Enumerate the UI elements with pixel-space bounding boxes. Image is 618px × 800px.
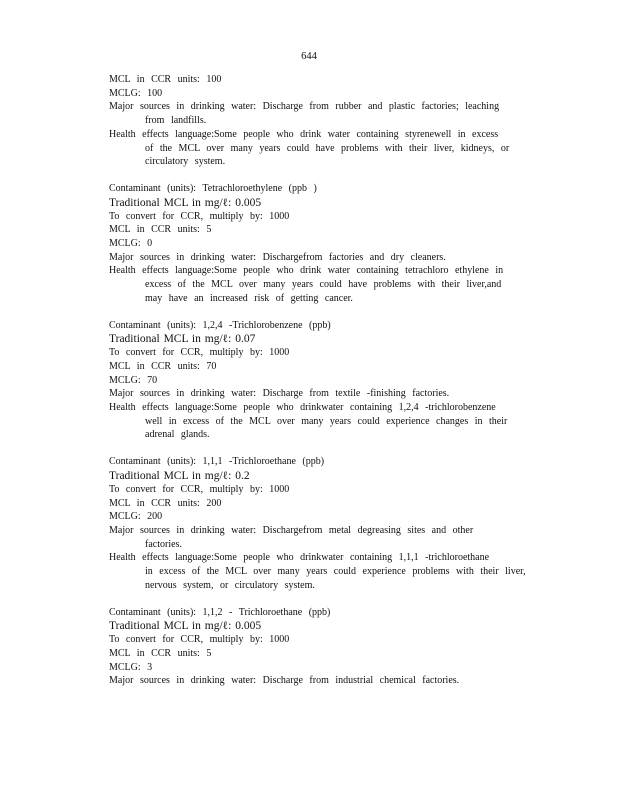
text-line: MCL in CCR units: 70 <box>109 360 217 372</box>
text-line: Contaminant (units): 1,1,2 - Trichloroethane (ppb) <box>109 606 331 618</box>
continuation-line: from landfills. <box>145 115 207 127</box>
contaminant-section <box>109 182 549 306</box>
contaminant-section <box>109 606 549 689</box>
text-line: Health effects language:Some people who drink water containing styrenewell in excess <box>109 128 499 140</box>
text-line: Major sources in drinking water: Discharge from textile -finishing factories. <box>109 388 450 400</box>
continuation-line: nervous system, or circulatory system. <box>145 579 315 591</box>
continuation-line: of the MCL over many years could have problems with their liver, kidneys, or <box>145 142 510 154</box>
continuation-line: adrenal glands. <box>145 429 210 441</box>
text-line: Major sources in drinking water: Dischargefrom metal degreasing sites and other <box>109 524 474 536</box>
traditional-mcl-line: Traditional MCL in mg/ℓ: 0.005 <box>109 196 262 209</box>
page-number: 644 <box>301 51 317 62</box>
text-line: Contaminant (units): 1,1,1 -Trichloroethane (ppb) <box>109 456 325 468</box>
text-line: Contaminant (units): 1,2,4 -Trichlorobenzene (ppb) <box>109 319 331 331</box>
text-line: Major sources in drinking water: Dischargefrom factories and dry cleaners. <box>109 251 446 263</box>
text-line: MCL in CCR units: 200 <box>109 497 222 509</box>
contaminant-section <box>109 73 549 169</box>
text-line: Major sources in drinking water: Discharge from rubber and plastic factories; leaching <box>109 101 500 113</box>
text-line: MCLG: 3 <box>109 661 153 673</box>
text-line: MCLG: 100 <box>109 87 163 99</box>
continuation-line: circulatory system. <box>145 156 226 168</box>
continuation-line: excess of the MCL over many years could have problems with their liver,and <box>145 279 502 291</box>
text-line: Health effects language:Some people who drinkwater containing 1,2,4 -trichlorobenzene <box>109 402 496 414</box>
text-line: To convert for CCR, multiply by: 1000 <box>109 210 290 222</box>
continuation-line: may have an increased risk of getting cancer. <box>145 292 353 304</box>
contaminant-section <box>109 319 549 443</box>
text-line: MCLG: 200 <box>109 511 163 523</box>
text-line: MCLG: 0 <box>109 238 153 250</box>
text-line: MCL in CCR units: 100 <box>109 74 222 85</box>
contaminant-section <box>109 455 549 592</box>
continuation-line: factories. <box>145 538 182 550</box>
traditional-mcl-line: Traditional MCL in mg/ℓ: 0.005 <box>109 620 262 633</box>
continuation-line: well in excess of the MCL over many years could experience changes in their <box>145 415 508 427</box>
text-line: To convert for CCR, multiply by: 1000 <box>109 347 290 359</box>
text-line: To convert for CCR, multiply by: 1000 <box>109 634 290 646</box>
traditional-mcl-line: Traditional MCL in mg/ℓ: 0.07 <box>109 333 256 346</box>
text-line: MCL in CCR units: 5 <box>109 224 212 236</box>
traditional-mcl-line: Traditional MCL in mg/ℓ: 0.2 <box>109 469 250 482</box>
document-body <box>109 73 549 688</box>
text-line: MCLG: 70 <box>109 374 158 386</box>
text-line: Major sources in drinking water: Discharge from industrial chemical factories. <box>109 675 460 687</box>
text-line: MCL in CCR units: 5 <box>109 647 212 659</box>
text-line: To convert for CCR, multiply by: 1000 <box>109 483 290 495</box>
text-line: Health effects language:Some people who drink water containing tetrachloro ethylene in <box>109 265 504 277</box>
text-line: Contaminant (units): Tetrachloroethylene (ppb ) <box>109 182 317 194</box>
text-line: Health effects language:Some people who drinkwater containing 1,1,1 -trichloroethane <box>109 552 490 564</box>
continuation-line: in excess of the MCL over many years could experience problems with their liver, <box>145 566 526 578</box>
